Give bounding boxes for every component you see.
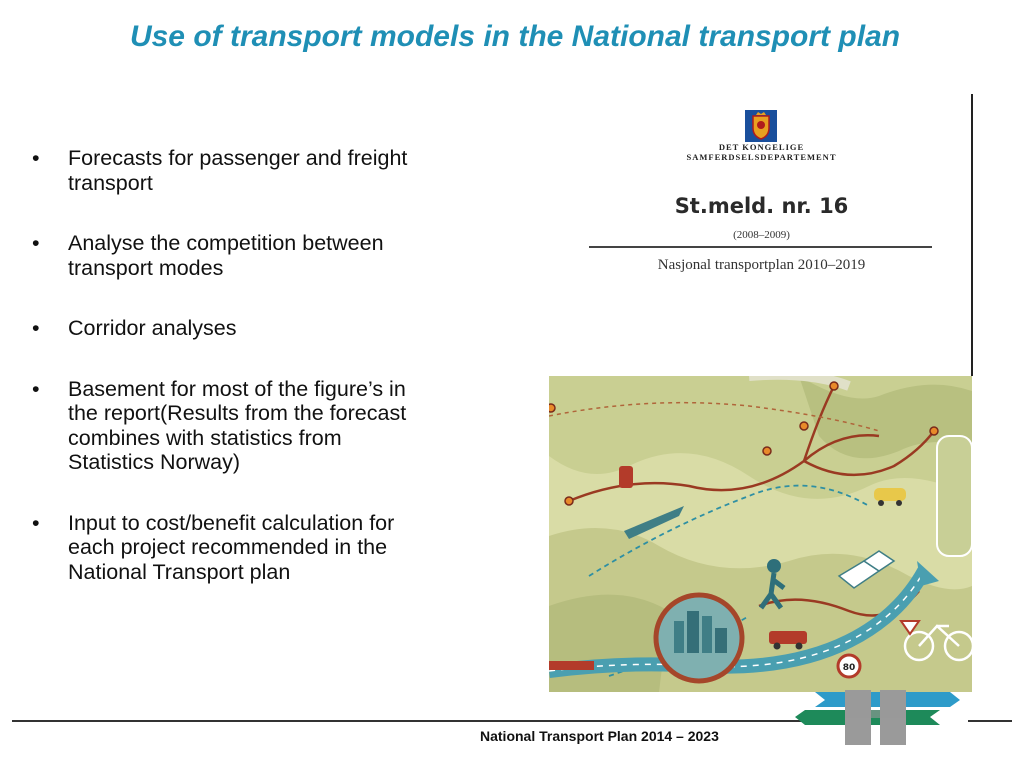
bullet-text: Analyse the competition between transport modes bbox=[68, 231, 384, 280]
footer-text: National Transport Plan 2014 – 2023 bbox=[480, 728, 719, 744]
bullet-text: Corridor analyses bbox=[68, 316, 237, 340]
bullet-icon: • bbox=[32, 510, 40, 535]
bullet-icon: • bbox=[32, 146, 40, 170]
bullet-text: Input to cost/benefit calculation for each project recommended in the National Transport plan bbox=[68, 510, 395, 584]
bullet-item bbox=[28, 146, 408, 195]
bullet-item bbox=[28, 231, 408, 280]
report-years: (2008–2009) bbox=[733, 229, 790, 241]
cover-divider bbox=[589, 246, 932, 248]
coat-of-arms-icon bbox=[745, 110, 777, 142]
speed-limit-sign: 80 bbox=[842, 663, 856, 673]
bullet-item bbox=[28, 511, 408, 585]
department-line-1: DET KONGELIGE bbox=[718, 142, 805, 152]
report-number: St.meld. nr. 16 bbox=[674, 194, 849, 218]
slide-title: Use of transport models in the National transport plan bbox=[129, 20, 901, 53]
footer-divider-right bbox=[968, 720, 1012, 722]
bullet-text: Basement for most of the figure’s in the report(Results from the forecast combines with statistics from Statistics Norway) bbox=[68, 376, 407, 474]
bullet-text: Forecasts for passenger and freight transport bbox=[68, 146, 408, 195]
transport-network-illustration bbox=[549, 376, 972, 692]
department-line-2: SAMFERDSELSDEPARTEMENT bbox=[686, 152, 837, 162]
ntp-arrows-logo-icon bbox=[790, 690, 965, 745]
bullet-item bbox=[28, 377, 408, 475]
report-title: Nasjonal transportplan 2010–2019 bbox=[657, 257, 866, 273]
bullet-icon: • bbox=[32, 316, 40, 340]
bullet-icon: • bbox=[32, 231, 40, 255]
report-cover-image bbox=[549, 94, 972, 692]
footer-divider-left bbox=[12, 720, 802, 722]
bullet-item bbox=[28, 316, 408, 341]
cover-border bbox=[971, 94, 973, 376]
bullet-icon: • bbox=[32, 376, 40, 401]
bullet-list bbox=[28, 146, 408, 620]
